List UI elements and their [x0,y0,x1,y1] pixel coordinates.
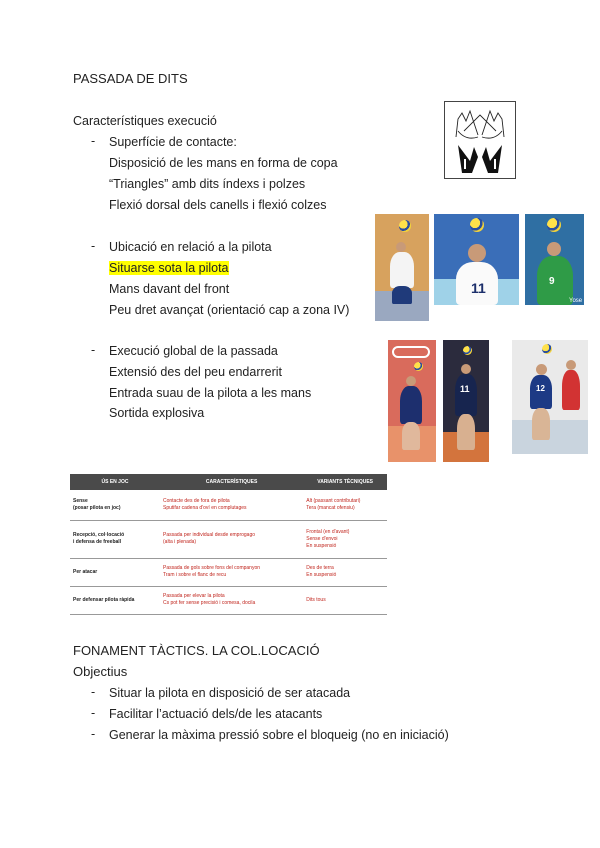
jersey-number: 11 [471,280,486,296]
hands-diagram [444,101,516,179]
table-cell: Contacte des de fora de pilota Sputifar cadena d'oví en complutages [160,490,303,520]
highlight-text: Situarse sota la pilota [109,261,229,275]
table-cell: Passada per individual desde emprogago (alta i plenada) [160,520,303,558]
table-cell: Passada per elevar la pilota Cs pot fer sense precisió i comesa, docila [160,586,303,614]
table-header: VARIANTS TÈCNIQUES [303,474,387,490]
table-row [70,490,387,520]
section-subtitle: Objectius [73,664,128,679]
bullet-line: “Triangles” amb dits índexs i polzes [109,177,306,191]
player-photo [388,340,436,462]
objective-item: Generar la màxima pressió sobre el bloqueig (no en iniciació) [109,728,449,742]
jersey-number: 9 [549,276,555,287]
photo-caption: Yose [569,298,583,304]
bullet-head-1: Superfície de contacte: [109,135,237,149]
bullet-line: Sortida explosiva [109,406,205,420]
bullet-dash: - [91,343,96,357]
player-photo [443,340,489,462]
table-cell: Per atacar [70,558,160,586]
jersey-number: 11 [460,384,470,394]
bullet-head-3: Execució global de la passada [109,344,278,358]
bullet-head-2: Ubicació en relació a la pilota [109,240,272,254]
table-cell: Per defensar pilota ràpida [70,586,160,614]
bullet-dash: - [91,685,96,699]
bullet-line: Flexió dorsal dels canells i flexió colzes [109,198,327,212]
table-header: ÚS EN JOC [70,474,160,490]
table-cell: Alt (passant contributari) Tera (mancat ofensiu) [303,490,387,520]
table-row [70,586,387,614]
bullet-line: Disposició de les mans en forma de copa [109,156,338,170]
objective-item: Facilitar l’actuació dels/de les atacants [109,707,323,721]
bullet-dash: - [91,239,96,253]
table-row [70,520,387,558]
table-row [70,558,387,586]
bullet-dash: - [91,727,96,741]
bullet-line: Peu dret avançat (orientació cap a zona IV) [109,303,350,317]
bullet-line: Extensió des del peu endarrerit [109,365,283,379]
player-photo [525,214,584,305]
section-title: PASSADA DE DITS [73,71,188,86]
bullet-dash: - [91,134,96,148]
bullet-line: Mans davant del front [109,282,230,296]
table-cell: Des de terra En suspensió [303,558,387,586]
bullet-dash: - [91,706,96,720]
section-subtitle: Característiques execució [73,114,217,128]
table-cell: Passada de gols sobre fons del companyon Tram i sobre el flanc de recu [160,558,303,586]
table-header-row [70,474,387,490]
player-photo [375,214,429,321]
technique-table [70,474,387,615]
table-cell: Frontal (en d'avant) Sense d'envoi En suspensió [303,520,387,558]
objective-item: Situar la pilota en disposició de ser atacada [109,686,351,700]
table-header: CARACTERÍSTIQUES [160,474,303,490]
bullet-line: Entrada suau de la pilota a les mans [109,386,312,400]
player-photo [434,214,519,305]
table-cell: Sense (posar pilota en joc) [70,490,160,520]
table-cell: Dits tous [303,586,387,614]
highlighted-line [109,260,229,276]
section-title: FONAMENT TÀCTICS. LA COL.LOCACIÓ [73,643,320,658]
player-photo [512,340,588,454]
table-cell: Recepció, col·locació i defensa de freeball [70,520,160,558]
jersey-number: 12 [536,384,545,393]
